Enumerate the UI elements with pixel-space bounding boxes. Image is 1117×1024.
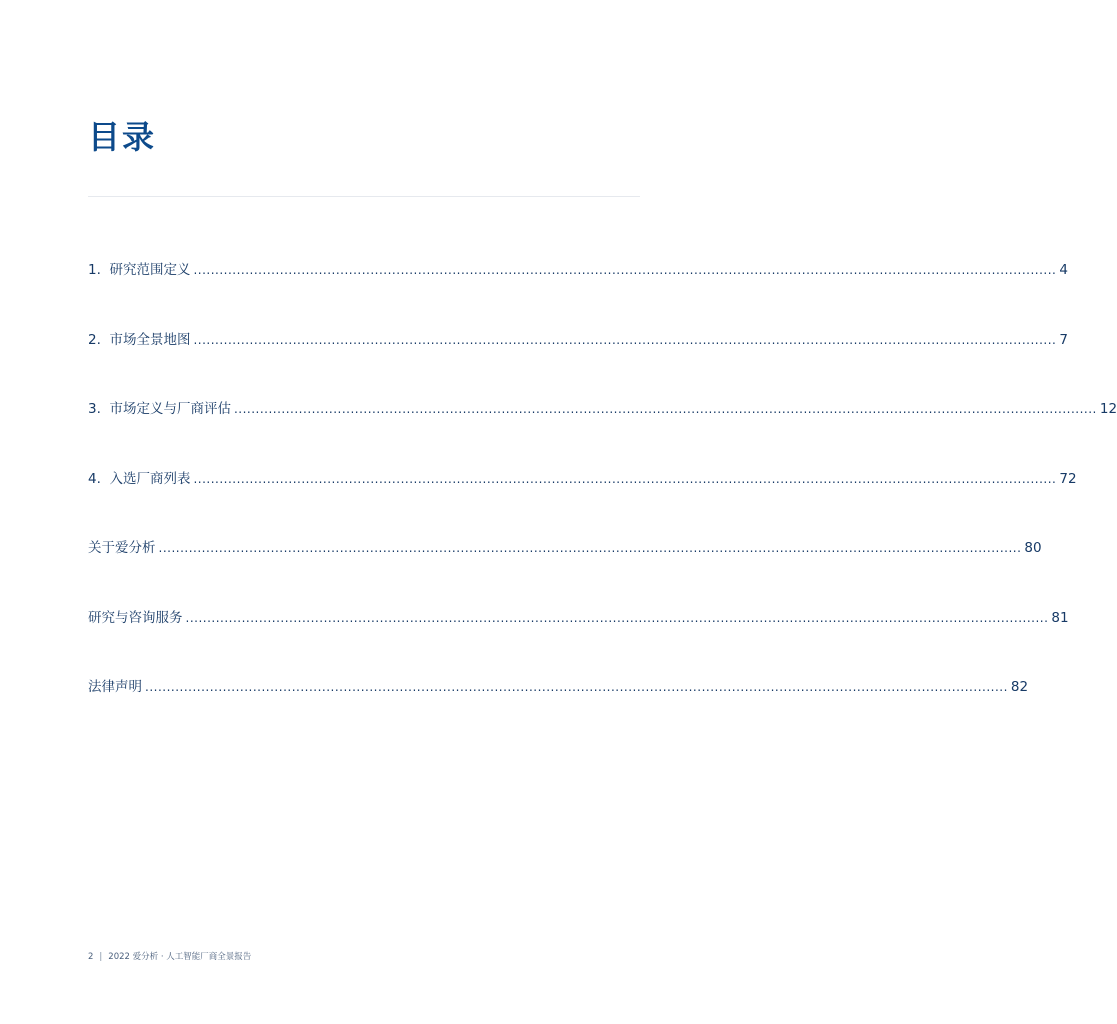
toc-entry-label: 关于爱分析 — [88, 540, 156, 556]
footer-page-number: 2 — [88, 952, 94, 962]
toc-entry-label: 研究与咨询服务 — [88, 609, 183, 626]
toc-entry-number: 2. — [88, 331, 110, 348]
toc-entry-page: 80 — [1024, 540, 1042, 556]
toc-leader-dots: ........................................................................................................................................................................................................ — [185, 610, 1049, 625]
toc-entry-label: 研究范围定义 — [109, 262, 191, 278]
toc-entry[interactable] — [88, 397, 1117, 467]
toc-leader-dots: ........................................................................................................................................................................................................ — [193, 471, 1057, 486]
toc-leader-dots: ........................................................................................................................................................................................................ — [158, 541, 1022, 555]
toc-leader-dots: ........................................................................................................................................................................................................ — [193, 263, 1057, 277]
toc-entry[interactable] — [88, 606, 1069, 676]
footer-separator: | — [99, 952, 103, 962]
toc-entry[interactable] — [88, 328, 1068, 398]
table-of-contents — [88, 258, 1117, 745]
toc-leader-dots: ........................................................................................................................................................................................................ — [233, 402, 1097, 416]
toc-entry-page: 7 — [1059, 331, 1068, 348]
toc-entry-page: 81 — [1051, 609, 1069, 626]
toc-leader-dots: ........................................................................................................................................................................................................ — [145, 680, 1008, 694]
page-title: 目录 — [88, 118, 157, 156]
toc-entry-page: 82 — [1010, 679, 1029, 695]
toc-entry[interactable] — [88, 258, 1068, 328]
toc-entry-number: 4. — [88, 470, 110, 487]
title-divider — [88, 196, 640, 197]
toc-entry-number: 1. — [88, 262, 110, 278]
toc-entry-label: 市场定义与厂商评估 — [109, 401, 231, 417]
toc-leader-dots: ........................................................................................................................................................................................................ — [193, 332, 1057, 347]
footer-report-title: 2022 爱分析 · 人工智能厂商全景报告 — [108, 952, 252, 962]
toc-entry[interactable] — [88, 536, 1042, 606]
page-footer — [88, 950, 251, 962]
toc-entry-page: 12 — [1099, 401, 1117, 417]
toc-entry-label: 入选厂商列表 — [109, 470, 191, 487]
toc-entry[interactable] — [88, 675, 1029, 745]
toc-entry-page: 4 — [1059, 262, 1068, 278]
toc-entry-label: 市场全景地图 — [109, 331, 191, 348]
toc-entry[interactable] — [88, 467, 1077, 537]
toc-entry-label: 法律声明 — [88, 679, 142, 695]
toc-entry-page: 72 — [1059, 470, 1077, 487]
toc-entry-number: 3. — [88, 401, 110, 417]
